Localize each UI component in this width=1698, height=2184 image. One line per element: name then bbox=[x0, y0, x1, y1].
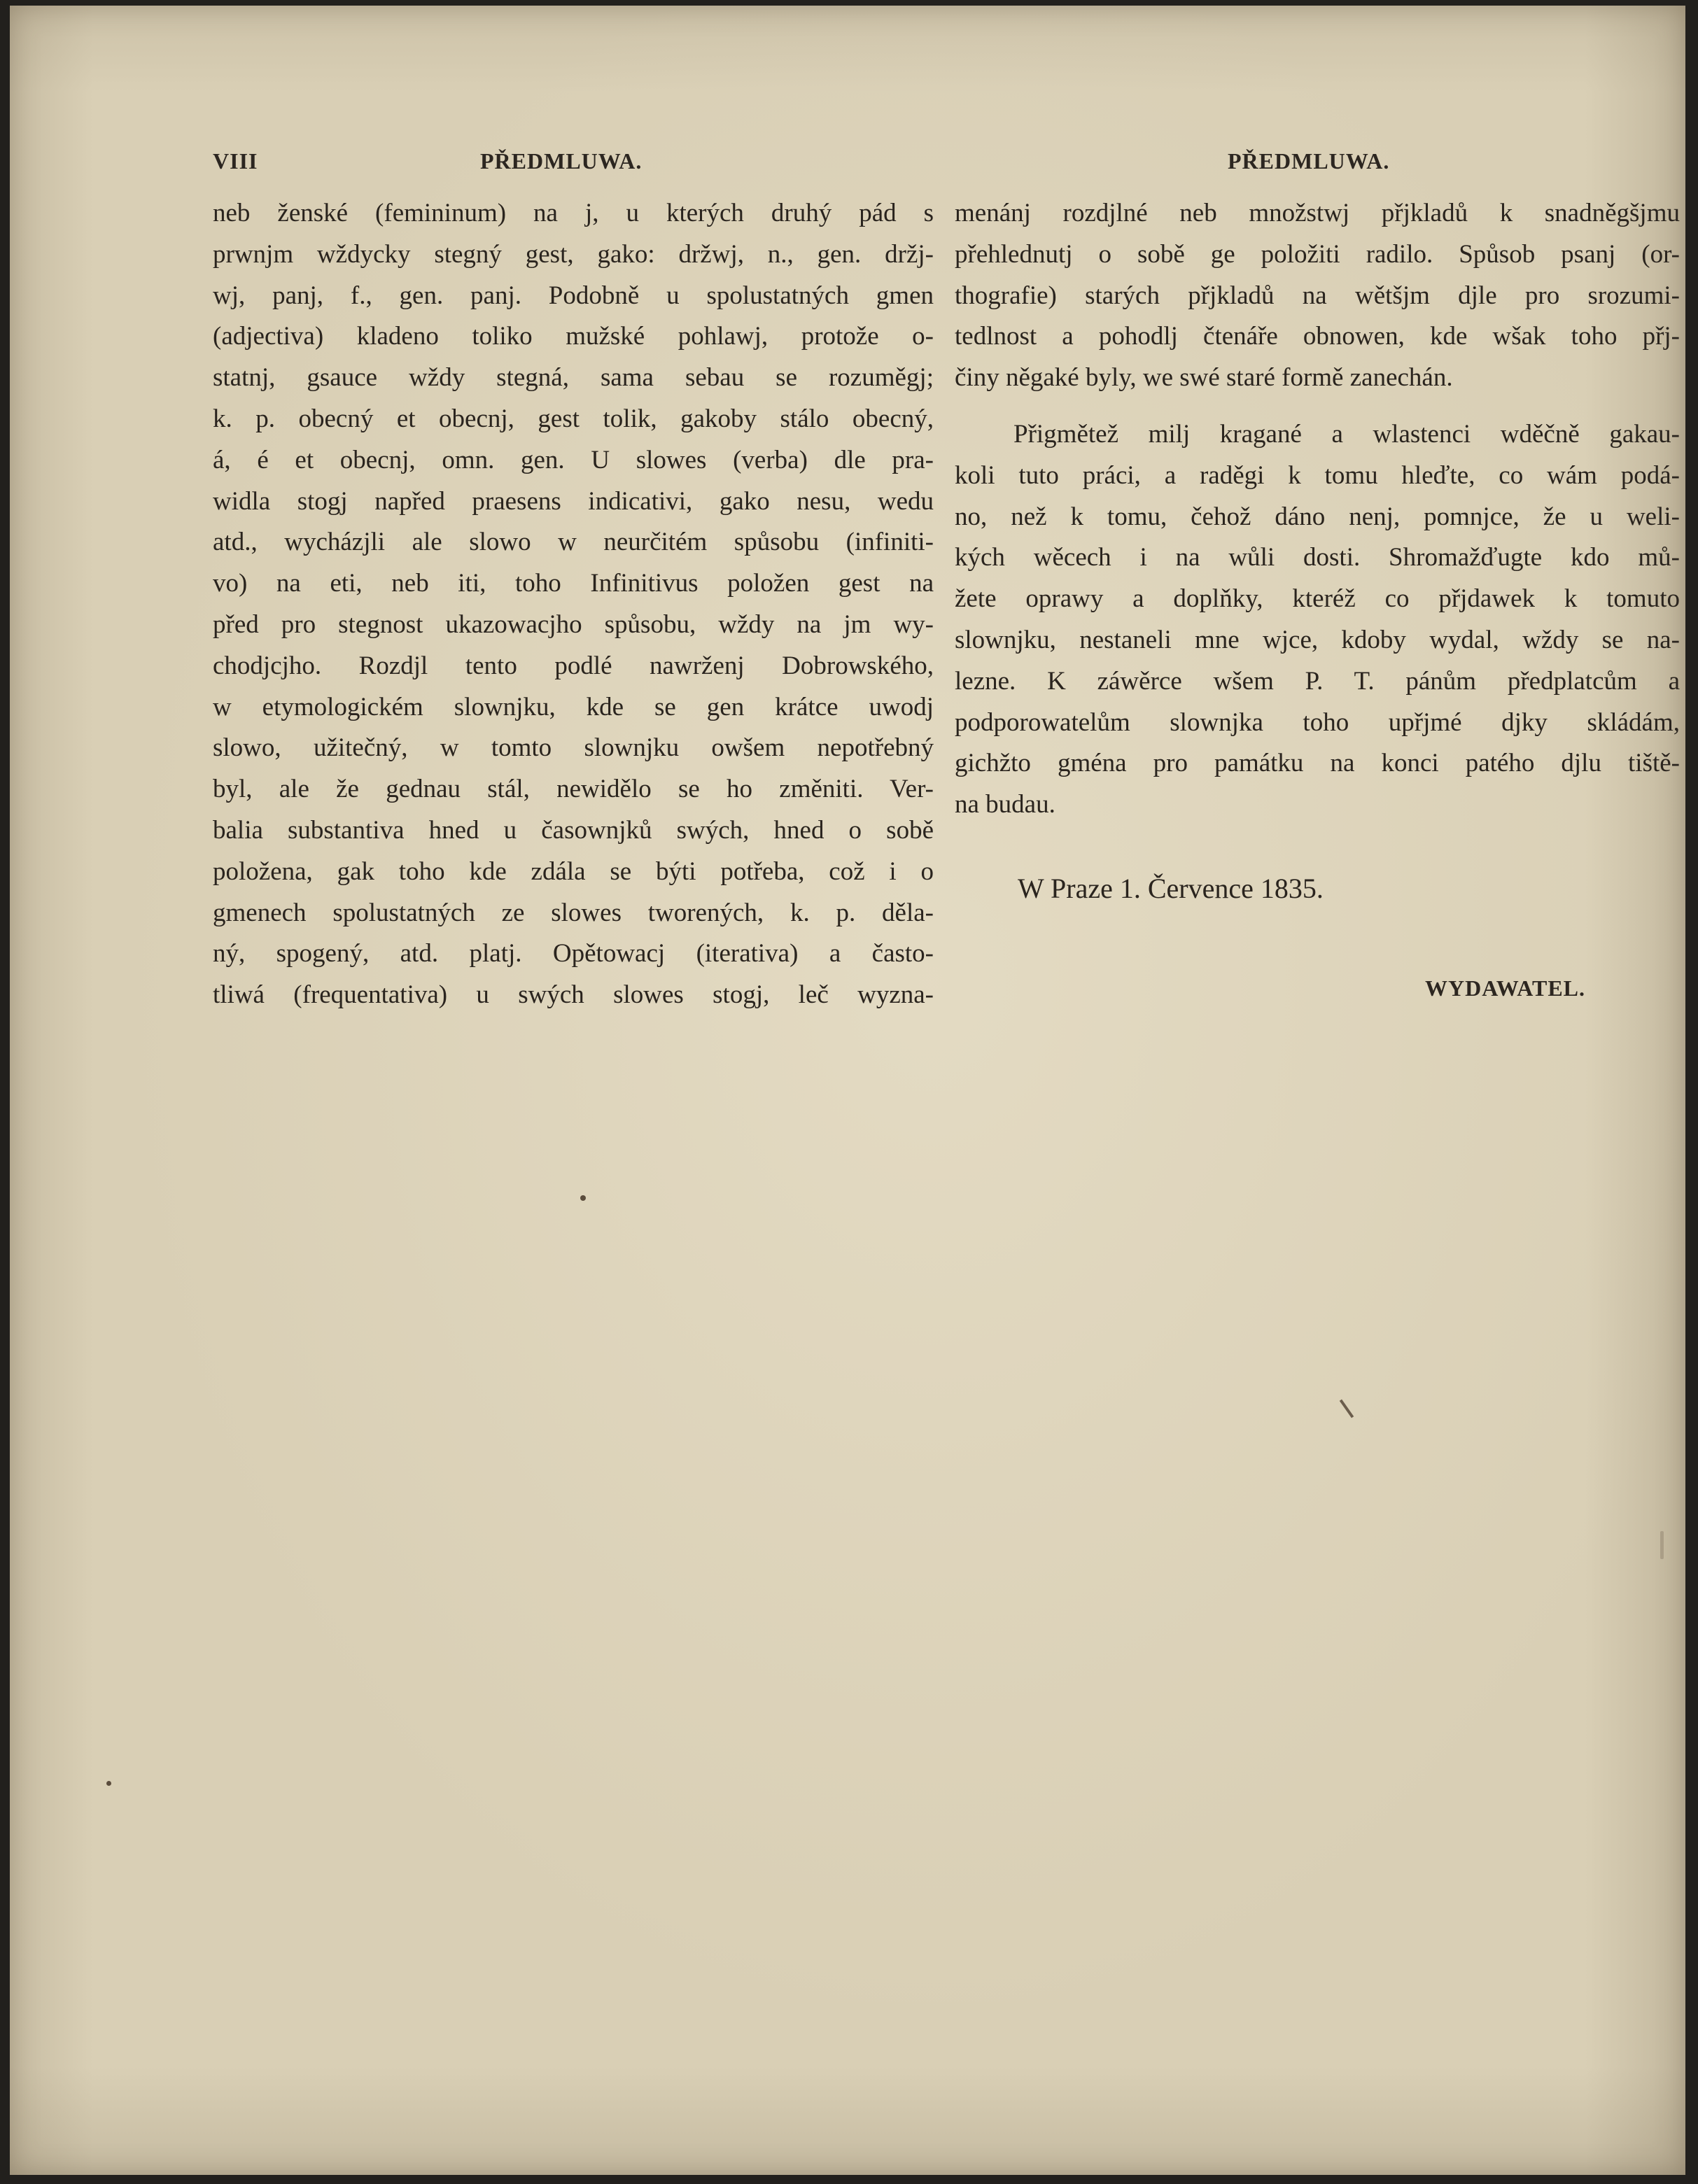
page-number: VIII bbox=[213, 148, 258, 174]
text-line: kých wěcech i na wůli dosti. Shromažďugte kdo mů- bbox=[955, 543, 1680, 572]
right-text-column bbox=[955, 193, 1680, 826]
text-line: chodjcjho. Rozdjl tento podlé nawrženj Dobrowského, bbox=[213, 651, 934, 680]
text-line: neb ženské (femininum) na j, u kterých druhý pád s bbox=[213, 199, 934, 227]
text-line: byl, ale že gednau stál, newidělo se ho změniti. Ver- bbox=[213, 775, 934, 804]
text-line: gmenech spolustatných ze slowes tworených, k. p. děla- bbox=[213, 898, 934, 927]
paper-speck bbox=[580, 1195, 586, 1201]
book-page bbox=[10, 6, 1685, 2175]
left-text-column bbox=[213, 193, 934, 1016]
text-line: á, é et obecnj, omn. gen. U slowes (verba) dle pra- bbox=[213, 445, 934, 474]
text-line: vo) na eti, neb iti, toho Infinitivus položen gest na bbox=[213, 569, 934, 598]
text-line: položena, gak toho kde zdála se býti potřeba, což i o bbox=[213, 857, 934, 886]
text-line: přehlednutj o sobě ge položiti radilo. Spůsob psanj (or- bbox=[955, 239, 1680, 269]
text-line: tliwá (frequentativa) u swých slowes stogj, leč wyzna- bbox=[213, 980, 934, 1010]
text-line: w etymologickém slownjku, kde se gen krátce uwodj bbox=[213, 692, 934, 721]
text-line: ný, spogený, atd. platj. Opětowacj (iterativa) a často- bbox=[213, 939, 934, 968]
text-line: statnj, gsauce wždy stegná, sama sebau se rozuměgj; bbox=[213, 363, 934, 393]
text-line: koli tuto práci, a raděgi k tomu hleďte, co wám podá- bbox=[955, 460, 1680, 490]
text-line: menánj rozdjlné neb množstwj přjkladů k snadněgšjmu bbox=[955, 199, 1680, 227]
running-head-left: PŘEDMLUWA. bbox=[480, 148, 643, 174]
publisher-signature: WYDAWATEL. bbox=[1425, 975, 1585, 1001]
text-line: no, než k tomu, čehož dáno nenj, pomnjce, že u weli- bbox=[955, 502, 1680, 531]
text-line: slowo, užitečný, w tomto slownjku owšem nepotřebný bbox=[213, 733, 934, 763]
text-line: thografie) starých přjkladů na wětšjm djle pro srozumi- bbox=[955, 281, 1680, 310]
text-line: widla stogj napřed praesens indicativi, gako nesu, wedu bbox=[213, 486, 934, 516]
text-line: gichžto gména pro památku na konci patého djlu tiště- bbox=[955, 749, 1680, 778]
place-date: W Praze 1. Července 1835. bbox=[1018, 873, 1324, 904]
text-line: (adjectiva) kladeno toliko mužské pohlawj, protože o- bbox=[213, 322, 934, 351]
text-line: tedlnost a pohodlj čtenáře obnowen, kde wšak toho přj- bbox=[955, 322, 1680, 351]
text-line: balia substantiva hned u časownjků swých, hned o sobě bbox=[213, 815, 934, 845]
text-line: Přigmětež milj kragané a wlastenci wděčně gakau- bbox=[1013, 419, 1680, 449]
text-line: před pro stegnost ukazowacjho spůsobu, wždy na jm wy- bbox=[213, 610, 934, 639]
stray-ink-mark bbox=[1340, 1400, 1354, 1418]
paper-speck bbox=[106, 1781, 111, 1786]
text-line: lezne. K záwěrce wšem P. T. pánům předplatcům a bbox=[955, 666, 1680, 696]
text-line: na budau. bbox=[955, 790, 1055, 819]
text-line: podporowatelům slownjka toho upřjmé djky skládám, bbox=[955, 707, 1680, 737]
text-line: atd., wycházjli ale slowo w neurčitém spůsobu (infiniti- bbox=[213, 528, 934, 557]
text-line: slownjku, nestaneli mne wjce, kdoby wydal, wždy se na- bbox=[955, 625, 1680, 654]
text-line: žete oprawy a doplňky, kteréž co přjdawek k tomuto bbox=[955, 584, 1680, 614]
text-line: činy něgaké byly, we swé staré formě zanechán. bbox=[955, 363, 1453, 393]
text-line: prwnjm wždycky stegný gest, gako: držwj, n., gen. držj- bbox=[213, 239, 934, 269]
running-head-right: PŘEDMLUWA. bbox=[1228, 148, 1390, 174]
paper-stain bbox=[1660, 1531, 1664, 1559]
text-line: wj, panj, f., gen. panj. Podobně u spolustatných gmen bbox=[213, 281, 934, 310]
text-line: k. p. obecný et obecnj, gest tolik, gakoby stálo obecný, bbox=[213, 404, 934, 433]
